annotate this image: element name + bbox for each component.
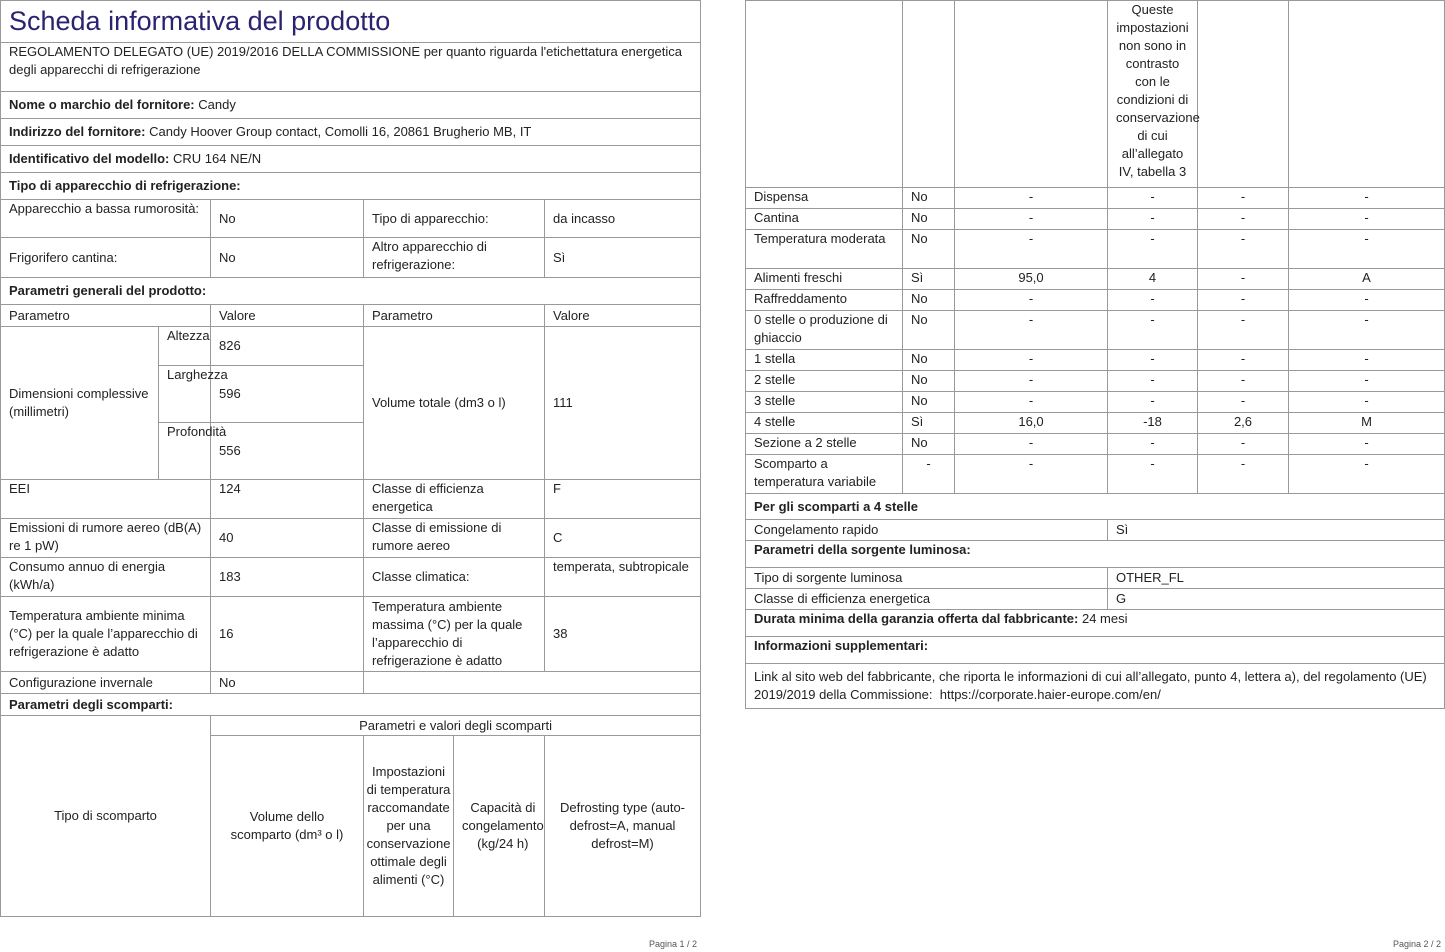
fast-freeze-value: Sì — [1108, 520, 1445, 541]
model-row — [1, 146, 701, 173]
comp-type-header: Tipo di scomparto — [1, 716, 211, 917]
col-param-1: Parametro — [1, 305, 211, 327]
row-cell-name: Raffreddamento — [746, 290, 903, 311]
winter-label: Configurazione invernale — [1, 672, 211, 694]
row-cell-present: No — [903, 290, 955, 311]
low-noise-label: Apparecchio a bassa rumorosità: — [1, 200, 211, 238]
row-cell-defrost: - — [1289, 434, 1445, 455]
low-noise-value: No — [211, 200, 364, 238]
page-2 — [745, 0, 1445, 949]
address-value: Candy Hoover Group contact, Comolli 16, 20861 Brugherio MB, IT — [149, 124, 532, 139]
table-row — [746, 350, 1445, 371]
row-cell-freeze: - — [1198, 290, 1289, 311]
row-cell-volume: 95,0 — [955, 269, 1108, 290]
row-cell-temp: - — [1108, 392, 1198, 413]
row-cell-freeze: - — [1198, 371, 1289, 392]
table-row — [746, 188, 1445, 209]
row-cell-name: 1 stella — [746, 350, 903, 371]
consumption-value: 183 — [211, 558, 364, 597]
table-row — [746, 413, 1445, 434]
compartments-heading: Parametri degli scomparti: — [1, 694, 701, 716]
link-text: Link al sito web del fabbricante, che riporta le informazioni di cui all’allegato, punto 4, lettera a), del regolamento (UE) 2019/2019 della Commissione: — [754, 669, 1427, 702]
row-cell-freeze: 2,6 — [1198, 413, 1289, 434]
row-cell-temp: - — [1108, 434, 1198, 455]
table-row — [746, 371, 1445, 392]
warranty-label: Durata minima della garanzia offerta dal fabbricante: — [754, 611, 1079, 626]
width-label: Larghezza — [159, 366, 211, 423]
row-cell-freeze: - — [1198, 209, 1289, 230]
climate-value: temperata, subtropicale — [545, 558, 701, 597]
row-cell-temp: - — [1108, 311, 1198, 350]
row-cell-present: No — [903, 188, 955, 209]
dims-label: Dimensioni complessive (millimetri) — [1, 327, 159, 480]
row-cell-defrost: - — [1289, 209, 1445, 230]
address-row — [1, 119, 701, 146]
comp-volume-header: Volume dello scomparto (dm³ o l) — [211, 736, 364, 917]
row-cell-present: No — [903, 434, 955, 455]
row-cell-present: No — [903, 230, 955, 269]
row-cell-name: 3 stelle — [746, 392, 903, 413]
other-value: Sì — [545, 238, 701, 278]
depth-value: 556 — [211, 423, 364, 480]
volume-label: Volume totale (dm3 o l) — [364, 327, 545, 480]
table-row — [746, 392, 1445, 413]
comp-freeze-header: Capacità di congelamento (kg/24 h) — [462, 800, 544, 851]
row-cell-volume: - — [955, 209, 1108, 230]
row-cell-present: No — [903, 209, 955, 230]
comp-defrost-header: Defrosting type (auto-defrost=A, manual defrost=M) — [545, 736, 701, 917]
page-1 — [0, 0, 700, 949]
product-info-table-1 — [0, 0, 701, 917]
light-type-label: Tipo di sorgente luminosa — [746, 568, 1108, 589]
table-row — [746, 209, 1445, 230]
eei-label: EEI — [1, 480, 211, 519]
table-row — [746, 290, 1445, 311]
supplier-value: Candy — [198, 97, 236, 112]
table-row — [746, 455, 1445, 494]
compartments-table — [745, 0, 1445, 709]
col-value-1: Valore — [211, 305, 364, 327]
noise-class-value: C — [545, 519, 701, 558]
noise-value: 40 — [211, 519, 364, 558]
model-label: Identificativo del modello: — [9, 151, 170, 166]
row-cell-present: - — [903, 455, 955, 494]
extra-heading: Informazioni supplementari: — [746, 637, 1445, 664]
row-cell-volume: - — [955, 434, 1108, 455]
other-label: Altro apparecchio di refrigerazione: — [364, 238, 545, 278]
height-label: Altezza — [159, 327, 211, 366]
winter-value: No — [211, 672, 364, 694]
energy-class-value: F — [545, 480, 701, 519]
row-cell-temp: - — [1108, 290, 1198, 311]
row-cell-present: No — [903, 392, 955, 413]
comp-temp-header: Impostazioni di temperatura raccomandate per una conservazione ottimale degli alimenti (°C) — [364, 736, 454, 916]
table-row — [746, 230, 1445, 269]
light-class-label: Classe di efficienza energetica — [746, 589, 1108, 610]
row-cell-name: Sezione a 2 stelle — [746, 434, 903, 455]
appliance-type-value: da incasso — [545, 200, 701, 238]
table-row — [746, 434, 1445, 455]
model-value: CRU 164 NE/N — [172, 151, 262, 166]
eei-value: 124 — [211, 480, 364, 519]
depth-label: Profondità — [159, 423, 211, 480]
row-cell-temp: - — [1108, 350, 1198, 371]
max-temp-value: 38 — [545, 597, 701, 672]
appliance-type-label: Tipo di apparecchio: — [364, 200, 545, 238]
row-cell-volume: - — [955, 455, 1108, 494]
width-value: 596 — [211, 366, 364, 423]
light-class-value: G — [1108, 589, 1445, 610]
row-cell-name: 4 stelle — [746, 413, 903, 434]
row-cell-freeze: - — [1198, 269, 1289, 290]
general-heading: Parametri generali del prodotto: — [1, 278, 701, 305]
manufacturer-link[interactable]: https://corporate.haier-europe.com/en/ — [939, 687, 1161, 702]
row-cell-defrost: - — [1289, 455, 1445, 494]
row-cell-defrost: M — [1289, 413, 1445, 434]
table-row — [746, 269, 1445, 290]
comp-params-values-header: Parametri e valori degli scomparti — [211, 716, 701, 736]
row-cell-temp: - — [1108, 209, 1198, 230]
type-heading: Tipo di apparecchio di refrigerazione: — [1, 173, 701, 200]
page-footer-2: Pagina 2 / 2 — [1393, 939, 1442, 949]
row-cell-name: Alimenti freschi — [746, 269, 903, 290]
col-value-2: Valore — [545, 305, 701, 327]
row-cell-defrost: - — [1289, 350, 1445, 371]
row-cell-present: No — [903, 350, 955, 371]
four-star-heading: Per gli scomparti a 4 stelle — [746, 494, 1445, 520]
fast-freeze-label: Congelamento rapido — [746, 520, 1108, 541]
wine-label: Frigorifero cantina: — [1, 238, 211, 278]
noise-label: Emissioni di rumore aereo (dB(A) re 1 pW) — [1, 519, 211, 558]
supplier-label: Nome o marchio del fornitore: — [9, 97, 195, 112]
warranty-value: 24 mesi — [1081, 611, 1128, 626]
row-cell-name: Temperatura moderata — [746, 230, 903, 269]
row-cell-defrost: - — [1289, 230, 1445, 269]
row-cell-name: 2 stelle — [746, 371, 903, 392]
row-cell-name: Scomparto a temperatura variabile — [746, 455, 903, 494]
volume-value: 111 — [545, 327, 701, 480]
row-cell-name: Dispensa — [746, 188, 903, 209]
address-label: Indirizzo del fornitore: — [9, 124, 146, 139]
light-type-value: OTHER_FL — [1108, 568, 1445, 589]
row-cell-volume: - — [955, 290, 1108, 311]
row-cell-freeze: - — [1198, 311, 1289, 350]
row-cell-defrost: - — [1289, 392, 1445, 413]
min-temp-value: 16 — [211, 597, 364, 672]
row-cell-volume: - — [955, 371, 1108, 392]
row-cell-present: No — [903, 371, 955, 392]
energy-class-label: Classe di efficienza energetica — [364, 480, 545, 519]
row-cell-volume: - — [955, 350, 1108, 371]
row-cell-present: No — [903, 311, 955, 350]
row-cell-volume: - — [955, 230, 1108, 269]
page-title: Scheda informativa del prodotto — [1, 1, 701, 43]
row-cell-defrost: - — [1289, 188, 1445, 209]
row-cell-volume: 16,0 — [955, 413, 1108, 434]
row-cell-temp: - — [1108, 230, 1198, 269]
row-cell-present: Sì — [903, 269, 955, 290]
row-cell-temp: 4 — [1108, 269, 1198, 290]
row-cell-volume: - — [955, 311, 1108, 350]
row-cell-temp: - — [1108, 455, 1198, 494]
row-cell-freeze: - — [1198, 188, 1289, 209]
warranty-row — [746, 610, 1445, 637]
noise-class-label: Classe di emissione di rumore aereo — [364, 519, 545, 558]
row-cell-defrost: - — [1289, 371, 1445, 392]
min-temp-label: Temperatura ambiente minima (°C) per la quale l’apparecchio di refrigerazione è adatto — [1, 597, 211, 672]
supplier-row — [1, 92, 701, 119]
row-cell-temp: - — [1108, 188, 1198, 209]
empty-cell — [364, 672, 701, 694]
row-cell-name: 0 stelle o produzione di ghiaccio — [746, 311, 903, 350]
settings-note-header: Queste impostazioni non sono in contrasto con le condizioni di conservazione di cui all’allegato IV, tabella 3 — [1108, 1, 1198, 188]
col-param-2: Parametro — [364, 305, 545, 327]
row-cell-freeze: - — [1198, 350, 1289, 371]
consumption-label: Consumo annuo di energia (kWh/a) — [1, 558, 211, 597]
row-cell-freeze: - — [1198, 434, 1289, 455]
row-cell-defrost: - — [1289, 290, 1445, 311]
table-row — [746, 311, 1445, 350]
row-cell-freeze: - — [1198, 455, 1289, 494]
row-cell-present: Sì — [903, 413, 955, 434]
row-cell-volume: - — [955, 188, 1108, 209]
max-temp-label: Temperatura ambiente massima (°C) per la quale l’apparecchio di refrigerazione è adatto — [364, 597, 545, 672]
comp-split-header — [364, 736, 545, 917]
climate-label: Classe climatica: — [364, 558, 545, 597]
light-heading: Parametri della sorgente luminosa: — [746, 541, 1445, 568]
link-row — [746, 664, 1445, 709]
regulation-text: REGOLAMENTO DELEGATO (UE) 2019/2016 DELLA COMMISSIONE per quanto riguarda l'etichettatura energetica degli apparecchi di refrigerazione — [1, 43, 701, 92]
page-footer-1: Pagina 1 / 2 — [649, 939, 698, 949]
row-cell-name: Cantina — [746, 209, 903, 230]
compartment-rows — [746, 188, 1445, 494]
row-cell-defrost: A — [1289, 269, 1445, 290]
row-cell-temp: -18 — [1108, 413, 1198, 434]
row-cell-volume: - — [955, 392, 1108, 413]
row-cell-temp: - — [1108, 371, 1198, 392]
height-value: 826 — [211, 327, 364, 366]
row-cell-freeze: - — [1198, 392, 1289, 413]
wine-value: No — [211, 238, 364, 278]
row-cell-defrost: - — [1289, 311, 1445, 350]
row-cell-freeze: - — [1198, 230, 1289, 269]
